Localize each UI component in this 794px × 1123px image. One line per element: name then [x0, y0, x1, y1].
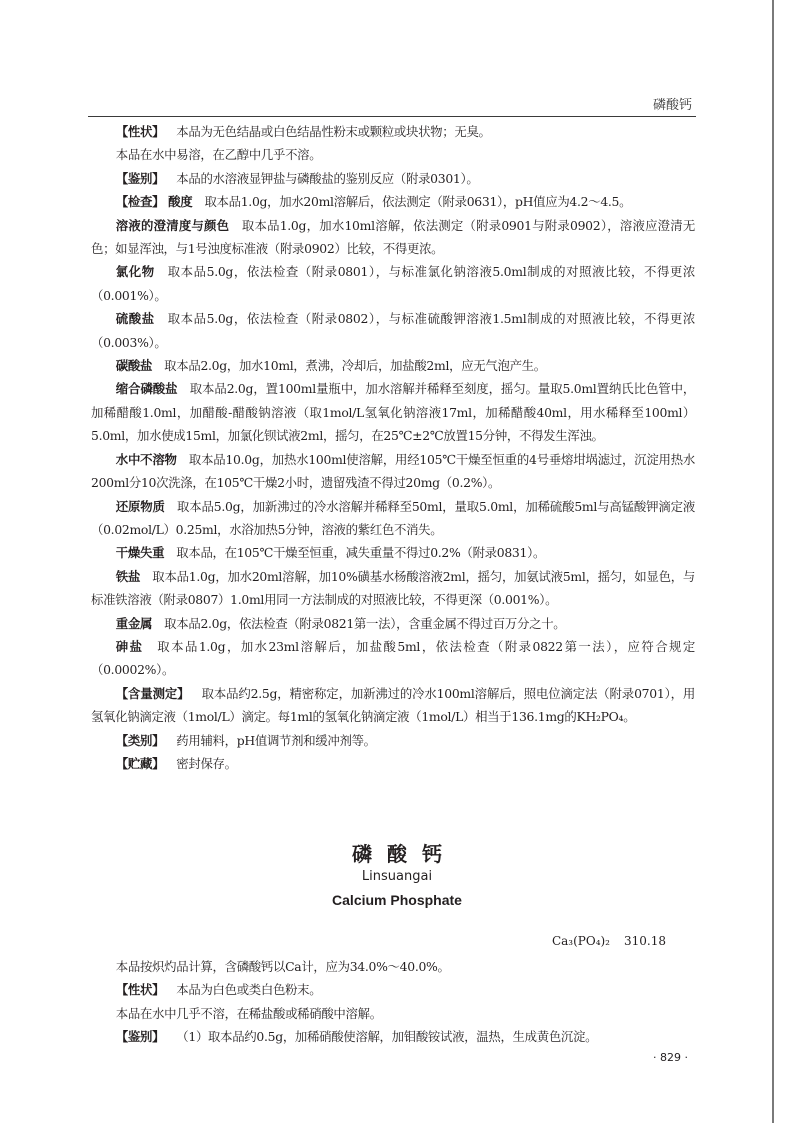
paragraph [91, 190, 695, 213]
page-edge-shadow [772, 0, 774, 1123]
paragraph [91, 495, 695, 542]
paragraph [91, 955, 695, 978]
section-tag: 溶液的澄清度与颜色 [115, 217, 230, 233]
paragraph [91, 565, 695, 612]
paragraph [91, 354, 695, 377]
paragraph [91, 729, 695, 752]
paragraph-text: 药用辅料，pH值调节剂和缓冲剂等。 [176, 732, 376, 748]
running-header-title: 磷酸钙 [652, 98, 692, 113]
section-tag: 铁盐 [115, 568, 141, 584]
paragraph-text: 取本品2.0g，加水10ml，煮沸，冷却后，加盐酸2ml，应无气泡产生。 [164, 358, 546, 374]
paragraph-text: 取本品10.0g，加热水100ml使溶解，用经105℃干燥至恒重的4号垂熔坩埚滤过，沉淀用热水200ml分10次洗涤，在105℃干燥2小时，遗留残渣不得过20mg（0.2%）。 [91, 451, 696, 491]
section-tag: 水中不溶物 [115, 451, 177, 467]
paragraph [91, 682, 695, 729]
paragraph [91, 1002, 695, 1025]
paragraph-text: 取本品1.0g，加水20ml溶解，加10%磺基水杨酸溶液2ml，摇匀，加氨试液5ml，摇匀，如显色，与标准铁溶液（附录0807）1.0ml用同一方法制成的对照液比较，不得更深（0.001%）。 [91, 568, 696, 608]
monograph-title-chinese: 磷酸钙 [352, 842, 457, 866]
paragraph [91, 307, 695, 354]
paragraph-text: 取本品1.0g，加水10ml溶解，依法测定（附录0901与附录0902），溶液应澄清无色；如显浑浊，与1号浊度标准液（附录0902）比较，不得更浓。 [91, 217, 695, 257]
molecular-formula: Ca₃(PO₄)₂ [551, 934, 610, 948]
paragraph-text: 取本品，在105℃干燥至恒重，减失重量不得过0.2%（附录0831）。 [176, 545, 546, 561]
section-tag: 干燥失重 [115, 545, 165, 561]
paragraph [91, 978, 695, 1001]
section-tag: 还原物质 [115, 498, 165, 514]
monograph-title-pinyin: Linsuangai [361, 869, 433, 884]
section-tag: 【鉴别】 [115, 170, 165, 186]
paragraph-text: 取本品2.0g，依法检查（附录0821第一法），含重金属不得过百万分之十。 [164, 615, 566, 631]
section-tag: 【性状】 [115, 124, 165, 139]
paragraph-text: 本品按炽灼品计算，含磷酸钙以Ca计，应为34.0%～40.0%。 [115, 959, 450, 974]
paragraph [91, 120, 695, 143]
paragraph-text: （1）取本品约0.5g，加稀硝酸使溶解，加钼酸铵试液，温热，生成黄色沉淀。 [176, 1029, 598, 1045]
monograph-title-english: Calcium Phosphate [332, 892, 462, 908]
section-tag: 碳酸盐 [115, 358, 153, 374]
paragraph [91, 214, 695, 261]
paragraph-text: 本品在水中易溶，在乙醇中几乎不溶。 [115, 147, 322, 163]
formula-line [552, 934, 666, 948]
paragraph-text: 取本品5.0g，依法检查（附录0801），与标准氯化钠溶液5.0ml制成的对照液比较，不得更浓（0.001%）。 [91, 264, 695, 303]
paragraph-text: 取本品5.0g，依法检查（附录0802），与标准硫酸钾溶液1.5ml制成的对照液比较，不得更浓（0.003%）。 [91, 311, 695, 350]
paragraph-text: 取本品1.0g，加水23ml溶解后，加盐酸5ml，依法检查（附录0822第一法），应符合规定（0.0002%）。 [91, 638, 695, 678]
page-number: · 829 · [653, 1051, 688, 1064]
paragraph-text: 取本品2.0g，置100ml量瓶中，加水溶解并稀释至刻度，摇匀。量取5.0ml置纳氏比色管中，加稀醋酸1.0ml，加醋酸-醋酸钠溶液（取1mol/L氢氧化钠溶液17ml，加稀醋酸40ml，用水稀释至100ml）5.0ml，加水使成15ml，加氯化钡试液2ml，摇匀，在25℃±2℃放置15分钟，不得发生浑浊。 [91, 381, 695, 444]
paragraph-text: 取本品约2.5g，精密称定，加新沸过的冷水100ml溶解后，照电位滴定法（附录0701），用氢氧化钠滴定液（1mol/L）滴定。每1ml的氢氧化钠滴定液（1mol/L）相当于136.1mg的KH₂PO₄。 [91, 685, 695, 725]
paragraph [91, 167, 695, 190]
paragraph [91, 377, 695, 447]
paragraph [91, 635, 695, 682]
section-calcium-phosphate [91, 955, 695, 1049]
header-rule [88, 116, 696, 117]
section-tag: 氯化物 [115, 264, 155, 280]
molecular-weight: 310.18 [624, 934, 666, 948]
paragraph-text: 本品为白色或类白色粉末。 [176, 982, 322, 998]
section-tag: 【性状】 [115, 982, 165, 998]
section-tag: 【含量测定】 [115, 685, 190, 701]
section-previous-monograph [91, 120, 695, 775]
section-tag: 硫酸盐 [115, 311, 155, 327]
paragraph-text: 取本品5.0g，加新沸过的冷水溶解并稀释至50ml，量取5.0ml，加稀硫酸5ml与高锰酸钾滴定液（0.02mol/L）0.25ml，水浴加热5分钟，溶液的紫红色不消失。 [91, 498, 695, 537]
paragraph-text: 密封保存。 [176, 755, 237, 771]
paragraph [91, 260, 695, 307]
paragraph [91, 448, 695, 495]
section-tag: 缩合磷酸盐 [115, 381, 178, 397]
paragraph [91, 612, 695, 635]
section-tag: 重金属 [115, 615, 153, 631]
paragraph-text: 本品的水溶液显钾盐与磷酸盐的鉴别反应（附录0301）。 [176, 170, 479, 186]
paragraph [91, 541, 695, 564]
paragraph-text: 取本品1.0g，加水20ml溶解后，依法测定（附录0631），pH值应为4.2～4.5。 [204, 194, 632, 210]
paragraph-text: 本品为无色结晶或白色结晶性粉末或颗粒或块状物；无臭。 [176, 124, 491, 139]
paragraph [91, 752, 695, 775]
section-tag: 【类别】 [115, 732, 165, 748]
section-tag: 砷盐 [115, 638, 144, 654]
paragraph [91, 1025, 695, 1048]
paragraph [91, 143, 695, 166]
section-tag: 【贮藏】 [115, 755, 165, 771]
section-tag: 【检查】 酸度 [115, 194, 193, 210]
section-tag: 【鉴别】 [115, 1029, 165, 1045]
paragraph-text: 本品在水中几乎不溶，在稀盐酸或稀硝酸中溶解。 [115, 1005, 382, 1021]
